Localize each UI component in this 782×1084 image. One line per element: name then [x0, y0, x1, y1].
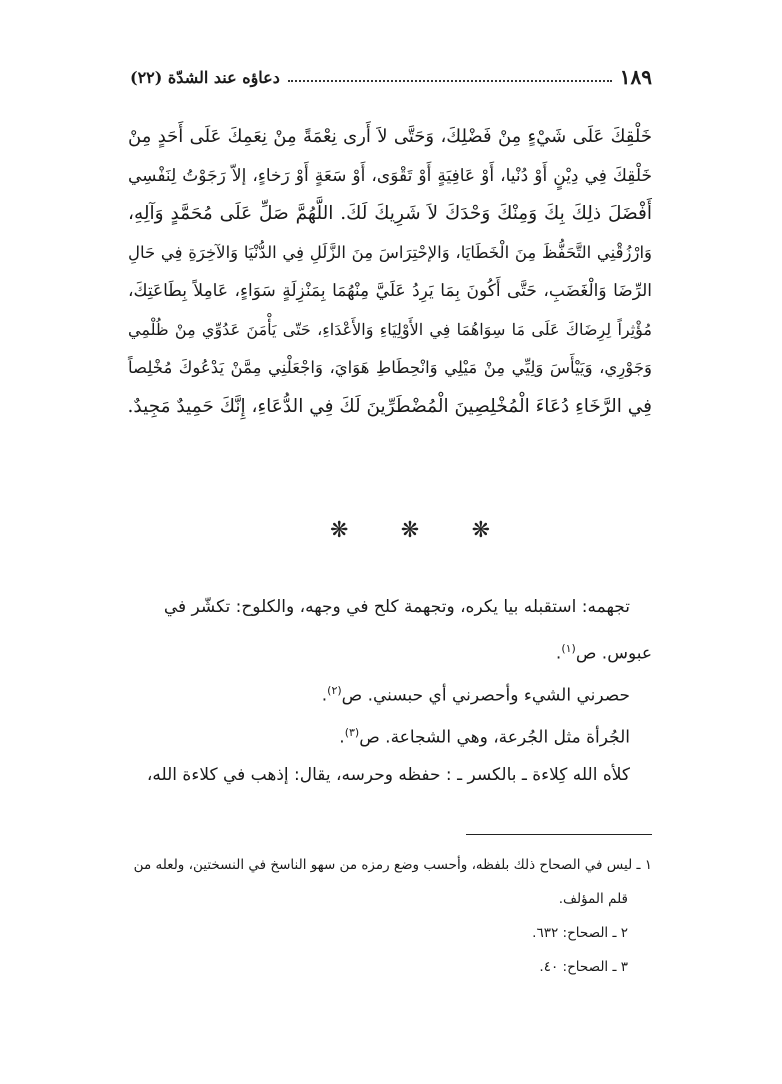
glossary-notes [128, 586, 652, 796]
section-separator [330, 518, 490, 544]
footnote-ref: (٣) [344, 726, 360, 739]
verse-line: الرِّضَا وَالْغَضَبِ، حَتَّى أَكُونَ بِمَا يَرِدُ عَلَيَّ مِنْهُمَا بِمَنْزِلَةٍ سَوَاءٍ، عَامِلاً بِطَاعَتِكَ، [128, 281, 652, 301]
glossary-line: عبوس. ص$^{(١)}$. [555, 642, 652, 664]
verse-line: فِي الرَّخَاءِ دُعَاءَ الْمُخْلِصِينَ الْمُضْطَرِّينَ لَكَ فِي الدُّعَاءِ، إِنَّكَ حَمِيدٌ مَجِيدٌ. [127, 395, 652, 417]
supplication-text [128, 118, 652, 426]
verse-line: وَجَوْرِي، وَيَيْأَسَ وَلِيِّي مِنْ مَيْلِي وَانْحِطَاطِ هَوَايَ، وَاجْعَلْنِي مِمَّنْ يَدْعُوكَ مُخْلِصاً [128, 358, 652, 377]
verse-line: مُؤْثِراً لِرِضَاكَ عَلَى مَا سِوَاهُمَا فِي الأَوْلِيَاءِ وَالأَعْدَاءِ، حَتّى يَأْمَنَ عَدُوِّي مِنْ ظُلْمِي [128, 319, 652, 339]
asterism-icon: ❋ [330, 518, 349, 543]
verse-line: خَلْقِكَ فِي دِيْنٍ أَوْ دُنْيا، أَوْ عَافِيَةٍ أَوْ تَقْوَى، أَوْ سَعَةٍ أَوْ رَخاءٍ، إلاّ رَجَوْتُ لِنَفْسِي [128, 165, 652, 186]
glossary-text: الجُرأة مثل الجُرعة، وهي الشجاعة. ص [359, 727, 630, 748]
glossary-text: حصرني الشيء وأحصرني أي حبسني. ص [341, 685, 630, 706]
footnote-ref: (٢) [327, 684, 342, 697]
footnote-1-continuation: قلم المؤلف. [558, 891, 628, 907]
footnote-1: ١ ـ ليس في الصحاح ذلك بلفظه، وأحسب وضع رمزه من سهو الناسخ في النسختين، ولعله من [133, 857, 652, 873]
glossary-line: حصرني الشيء وأحصرني أي حبسني. ص$^{(٢)}$. [321, 684, 630, 706]
leader-dots [288, 80, 612, 82]
verse-line: خَلْقِكَ عَلَى شَيْءٍ مِنْ فَضْلِكَ، وَحَتَّى لاَ أَرى نِعْمَةً مِنْ نِعَمِكَ عَلَى أَحَدٍ مِنْ [128, 126, 652, 147]
glossary-line: كلأه الله كِلاءة ـ بالكسر ـ : حفظه وحرسه، يقال: إذهب في كلاءة الله، [146, 765, 630, 785]
page-number: ١٨٩ [619, 65, 652, 89]
page-header [130, 64, 652, 90]
asterism-icon: ❋ [471, 518, 490, 543]
glossary-line: الجُرأة مثل الجُرعة، وهي الشجاعة. ص$^{(٣)}$. [339, 726, 630, 748]
verse-line: أَفْضَلَ ذلِكَ بِكَ وَمِنْكَ وَحْدَكَ لاَ شَرِيكَ لَكَ. اللَّهُمَّ صَلِّ عَلَى مُحَمَّدٍ وَآلِهِ، [128, 203, 652, 224]
verse-line: وَارْزُقْنِي التَّحَفُّظَ مِنَ الْخَطَايَا، وَالإحْتِرَاسَ مِنَ الزَّلَلِ فِي الدُّنْيَا وَالآخِرَةِ فِي حَالِ [128, 242, 652, 262]
running-title: دعاؤه عند الشدّة (٢٢) [130, 67, 280, 87]
asterism-icon: ❋ [400, 518, 420, 543]
glossary-line: تجهمه: استقبله بيا يكره، وتجهمة كلح في وجهه، والكلوح: تكشّر في [163, 597, 630, 617]
footnotes [128, 848, 652, 984]
footnote-2: ٢ ـ الصحاح: ٦٣٢. [532, 925, 628, 941]
glossary-text: عبوس. ص [575, 643, 652, 664]
footnote-3: ٣ ـ الصحاح: ٤٠. [539, 959, 628, 975]
footnote-ref: (١) [561, 642, 576, 655]
footnote-divider [466, 834, 652, 835]
